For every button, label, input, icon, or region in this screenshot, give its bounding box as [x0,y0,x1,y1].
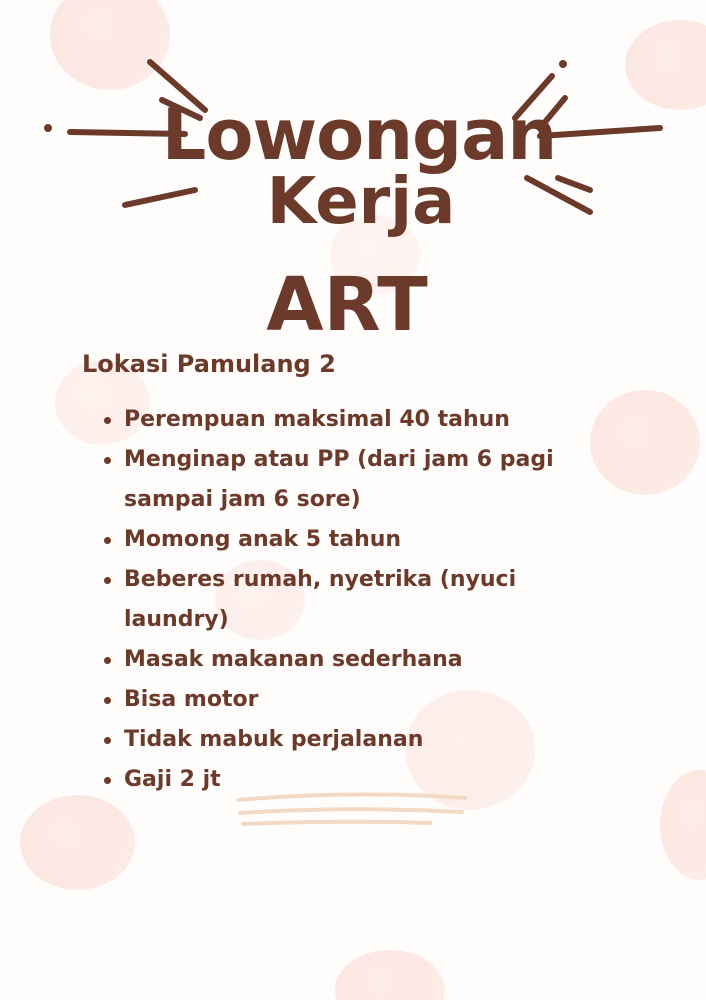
list-item: Momong anak 5 tahun [100,520,580,560]
decorative-dot [590,390,700,495]
decorative-dot [660,770,706,880]
list-item: Beberes rumah, nyetrika (nyuci laundry) [100,560,580,640]
list-item: Gaji 2 jt [100,760,580,800]
title-line-3: ART [266,262,428,348]
list-item: Bisa motor [100,680,580,720]
decorative-dot [335,950,445,1000]
list-item: Tidak mabuk perjalanan [100,720,580,760]
location-label: Lokasi Pamulang 2 [82,350,336,378]
requirements-list [100,400,580,800]
list-item: Masak makanan sederhana [100,640,580,680]
decorative-dot [50,0,170,90]
decorative-dot [20,795,135,890]
decorative-dot [625,20,706,110]
title-line-1: Lowongan [161,94,557,176]
title-line-2: Kerja [266,165,456,239]
list-item: Menginap atau PP (dari jam 6 pagi sampai jam 6 sore) [100,440,580,520]
list-item: Perempuan maksimal 40 tahun [100,400,580,440]
